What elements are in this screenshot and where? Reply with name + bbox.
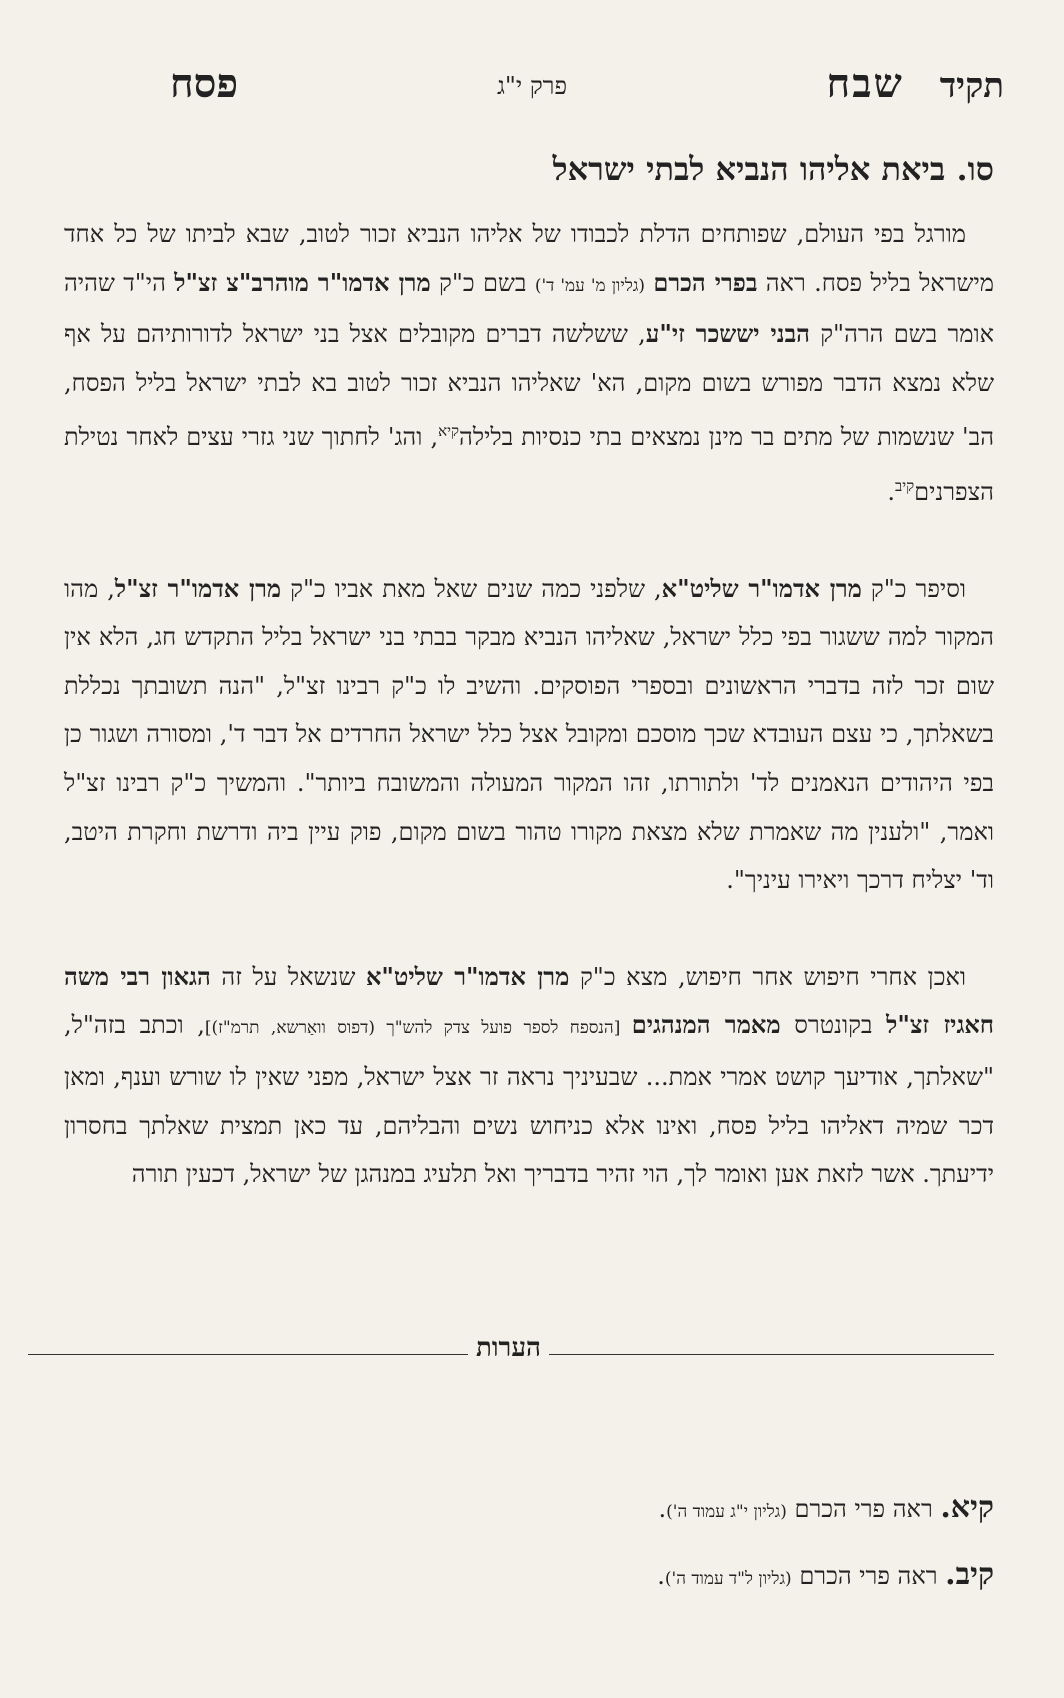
header-book-title: שבח <box>826 60 904 107</box>
bold-ref: מרן אדמו"ר זצ"ל <box>114 573 282 603</box>
paragraph-2 <box>64 565 994 905</box>
bold-ref: מאמר המנהגים <box>631 1010 781 1040</box>
text-span: שנשאל על זה <box>210 962 366 991</box>
small-ref: (גליון מ' עמ' ד') <box>534 275 646 296</box>
footnote-label: קיב. <box>945 1557 994 1592</box>
text-span: , ששלשה דברים מקובלים אצל בני ישראל לדורותיהם על אף שלא נמצא הדבר מפורש בשום מקום, הא' שאליהו הנביא זכור לטוב בא לבתי ישראל בליל הפסח, הב' שנשמות של מתים בר מינן נמצאים בתי כנסיות בלילה <box>64 320 995 452</box>
text-span: , וכתב בזה"ל, "שאלתך, אודיעך קושט אמרי אמת... שבעיניך נראה זר אצל ישראל, מפני שאין לו שורש וענף, ומאן דכר שמיה דאליהו בליל פסח, ואינו אלא כניחוש נשים והבליהם, עד כאן תמצית שאלתך בחסרון ידיעתך. אשר לזאת אען ואומר לך, הוי זהיר בדבריך ואל תלעיג במנהגן של ישראל, דכעין תורה <box>64 1011 994 1189</box>
footnote-text: ראה פרי הכרם <box>786 1495 941 1523</box>
footnote-ref: (גליון ל"ד עמוד ה') <box>664 1569 792 1589</box>
bold-ref: מרן אדמו"ר שליט"א <box>365 961 570 991</box>
footnote-end: . <box>658 1495 667 1523</box>
header-tafkid: תקיד <box>939 66 1004 106</box>
notes-header <box>28 1333 994 1373</box>
text-span: , והג' לחתוך שני גזרי עצים לאחר נטילת הצפרנים <box>64 423 994 506</box>
footnote-marker: קיב <box>894 476 915 495</box>
footnote-111 <box>659 1490 995 1525</box>
paragraph-3 <box>64 953 994 1199</box>
footnote-label: קיא. <box>940 1490 994 1525</box>
footnote-end: . <box>657 1562 665 1590</box>
footnote-marker: קיא <box>438 422 460 441</box>
text-span: בשם כ"ק <box>430 268 535 297</box>
paragraph-1 <box>64 210 994 517</box>
text-span: בקונטרס <box>780 1011 887 1040</box>
footnote-ref: (גליון י"ג עמוד ה') <box>666 1502 787 1522</box>
text-span: , מהו המקור למה ששגור בפי כלל ישראל, שאליהו הנביא מבקר בבתי בני ישראל בליל התקדש חג, הלא אין שום זכר לזה בדברי הראשונים ובספרי הפוסקים. והשיב לו כ"ק רבינו זצ"ל, "הנה תשובתך נכללת בשאלתך, כי עצם העובדא שכך מוסכם ומקובל אצל כלל ישראל החרדים אל דבר ד', ומסורה ושגור כן בפי היהודים הנאמנים לד' ולתורתו, זהו המקור המעולה והמשובח ביותר". והמשיך כ"ק רבינו זצ"ל ואמר, "ולענין מה שאמרת שלא מצאת מקורו טהור בשום מקום, פוק עיין ביה ודרשת וחקרת היטב, וד' יצליח דרכך ויאירו עיניך". <box>64 574 994 895</box>
page-header <box>60 60 1004 110</box>
text-span: וסיפר כ"ק <box>861 574 967 603</box>
text-span: , שלפני כמה שנים שאל מאת אביו כ"ק <box>281 574 662 603</box>
header-chapter: פרק י"ג <box>496 72 568 100</box>
footnote-text: ראה פרי הכרם <box>791 1562 946 1590</box>
bold-ref: מרן אדמו"ר שליט"א <box>661 573 862 603</box>
bold-ref: בפרי הכרם <box>653 267 758 297</box>
body-text <box>64 210 994 1199</box>
footnote-112 <box>657 1557 994 1592</box>
bold-ref: מרן אדמו"ר מוהרב"צ זצ"ל <box>174 267 431 297</box>
notes-title: הערות <box>468 1333 549 1363</box>
small-ref: [הנספח לספר פועל צדק להש"ך (דפוס וואַרשא, תרמ"ז)] <box>204 1018 632 1039</box>
header-festival: פסח <box>170 60 239 107</box>
text-span: ואכן אחרי חיפוש אחר חיפוש, מצא כ"ק <box>569 962 966 991</box>
bold-ref: הבני יששכר זי"ע <box>645 319 810 349</box>
text-span: . <box>887 477 895 506</box>
bold-ref: הגאון רבי משה חאגיז זצ"ל <box>64 961 994 1040</box>
text-span: מורגל בפי העולם, שפותחים הדלת לכבודו של אליהו הנביא זכור לטוב, שבא לביתו של כל אחד מישראל בליל פסח. ראה <box>64 220 995 297</box>
section-title: סו. ביאת אליהו הנביא לבתי ישראל <box>552 150 994 188</box>
text-span: הי"ד שהיה אומר בשם הרה"ק <box>64 268 994 349</box>
